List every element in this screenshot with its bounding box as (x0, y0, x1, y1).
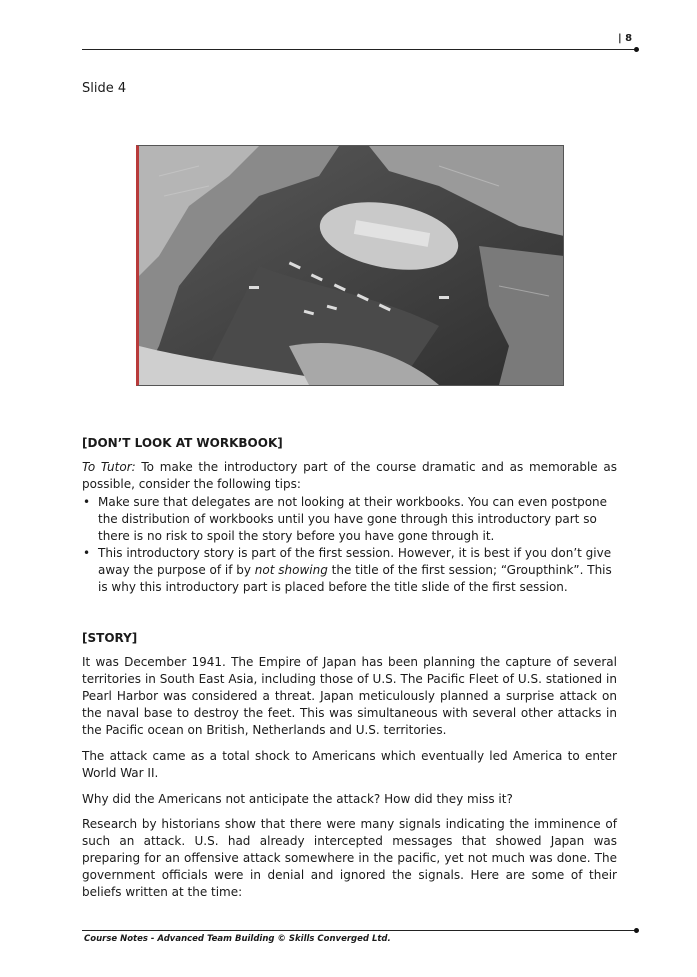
footer-rule-dot (634, 928, 639, 933)
section-heading-dont-look: [DON’T LOOK AT WORKBOOK] (82, 436, 283, 450)
tips-list (82, 494, 617, 596)
tutor-intro-text: To make the introductory part of the course dramatic and as memorable as possible, consider the following tips: (82, 460, 617, 491)
slide-title: Slide 4 (82, 81, 127, 96)
section-heading-story: [STORY] (82, 631, 138, 645)
tutor-label: To Tutor: (82, 460, 136, 474)
story-paragraph-2: The attack came as a total shock to Americans which eventually led America to enter World War II. (82, 749, 617, 780)
footer-text: Course Notes - Advanced Team Building © Skills Converged Ltd. (84, 934, 391, 944)
tip-item-1 (82, 494, 617, 545)
tip-item-2-text-b: the title of the first session; “Groupthink”. This is why this introductory part is placed before the title slide of the first session. (98, 563, 612, 594)
story-paragraph-3: Why did the Americans not anticipate the attack? How did they miss it? (82, 792, 513, 806)
tip-item-2 (82, 545, 617, 596)
tip-item-1-text: Make sure that delegates are not looking at their workbooks. You can even postpone the distribution of workbooks until you have gone through this introductory part so there is no risk to spoil the story before you have gone through it. (98, 495, 608, 543)
tip-item-2-emphasis: not showing (254, 563, 328, 577)
story-paragraph-4: Research by historians show that there were many signals indicating the imminence of such an attack. U.S. had already intercepted messages that showed Japan was preparing for an offensive attack somewhere in the pacific, yet not much was done. The government officials were in denial and ignored the signals. Here are some of their beliefs written at the time: (82, 817, 617, 899)
pearl-harbor-photo (136, 145, 564, 386)
page-number: | 8 (618, 33, 633, 44)
pearl-harbor-aerial-photo-icon (139, 146, 564, 385)
header-rule (82, 49, 637, 50)
tip-item-2-text-a: This introductory story is part of the first session. However, it is best if you don’t give away the purpose of if by (98, 546, 612, 577)
tutor-intro (82, 459, 617, 493)
header-rule-dot (634, 47, 639, 52)
footer-rule (82, 930, 637, 931)
story-paragraph-1: It was December 1941. The Empire of Japan has been planning the capture of several territories in South East Asia, including those of U.S. The Pacific Fleet of U.S. stationed in Pearl Harbor was considered a threat. Japan meticulously planned a surprise attack on the naval base to destroy the feet. This was simultaneous with several other attacks in the Pacific ocean on British, Netherlands and U.S. territories. (82, 655, 617, 737)
